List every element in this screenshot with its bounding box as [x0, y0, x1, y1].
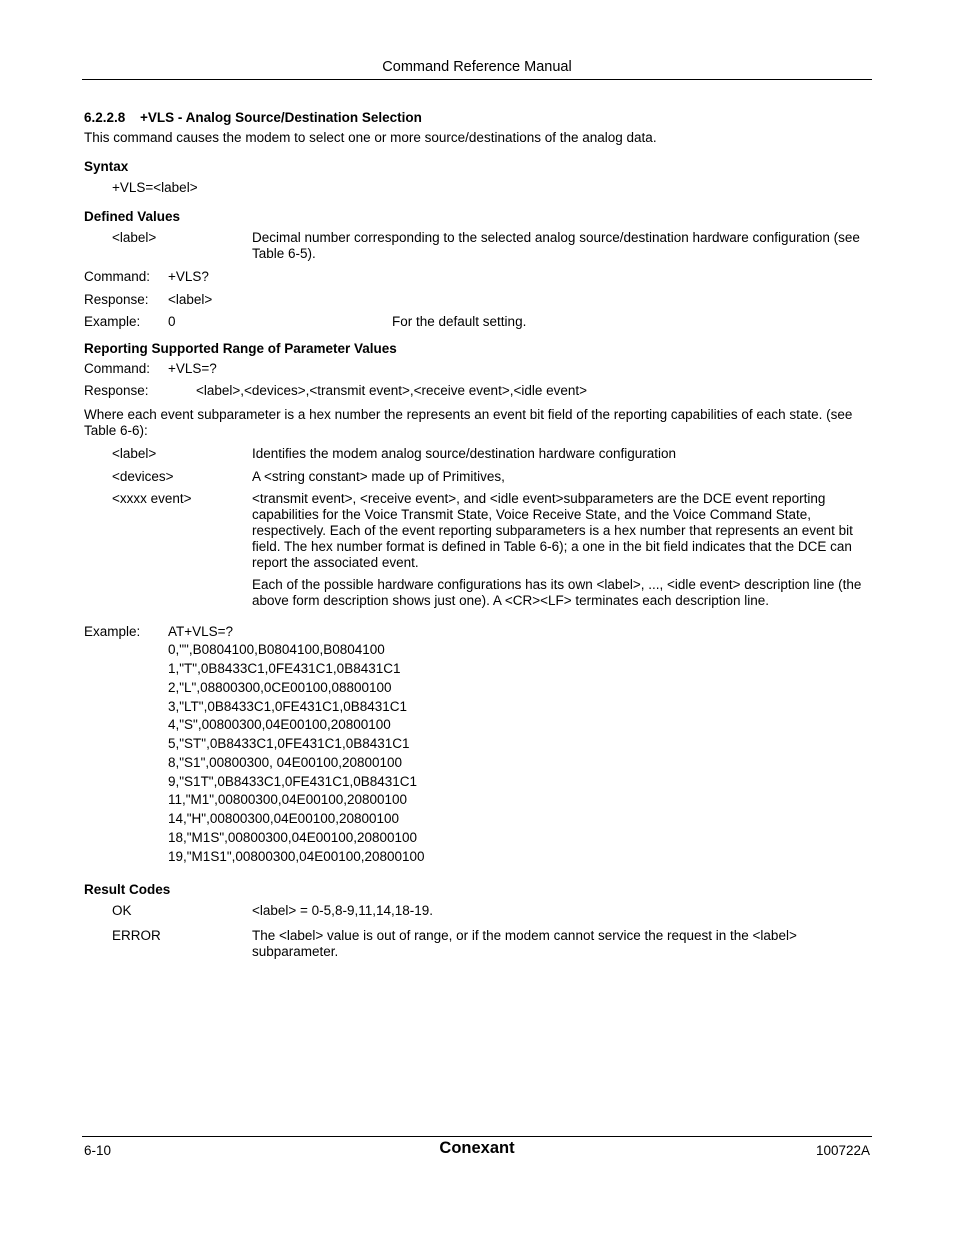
section-title: [84, 110, 422, 126]
example-line: 3,"LT",0B8433C1,0FE431C1,0B8431C1: [168, 699, 407, 714]
defined-param-label: <label>: [112, 230, 157, 245]
range-term-desc: Identifies the modem analog source/destination hardware configuration: [252, 446, 677, 461]
range-term: <devices>: [112, 469, 174, 484]
page-number: 6-10: [84, 1143, 112, 1158]
example-line: 19,"M1S1",00800300,04E00100,20800100: [168, 849, 425, 864]
defined-values-heading: Defined Values: [84, 209, 181, 224]
example-block-label: Example:: [84, 624, 141, 639]
example-line: 9,"S1T",0B8433C1,0FE431C1,0B8431C1: [168, 774, 417, 789]
example-label: Example:: [84, 314, 141, 329]
range-extra-note: Each of the possible hardware configurations has its own <label>, ..., <idle event> description line (the above form description shows just one). A <CR><LF> terminates each description line.: [252, 577, 862, 608]
result-code-desc: <label> = 0-5,8-9,11,14,18-19.: [252, 903, 434, 918]
result-code: OK: [112, 903, 132, 918]
range-command-label: Command:: [84, 361, 151, 376]
example-line: 8,"S1",00800300, 04E00100,20800100: [168, 755, 403, 770]
command-label: Command:: [84, 269, 151, 284]
example-note: For the default setting.: [392, 314, 527, 329]
range-term-desc: A <string constant> made up of Primitives,: [252, 469, 505, 484]
example-line: AT+VLS=?: [168, 624, 234, 639]
running-header: Command Reference Manual: [382, 59, 572, 75]
example-line: 18,"M1S",00800300,04E00100,20800100: [168, 830, 418, 845]
result-code: ERROR: [112, 928, 161, 943]
result-code-desc: The <label> value is out of range, or if the modem cannot service the request in the <label> subparameter.: [252, 928, 797, 959]
section-heading: +VLS - Analog Source/Destination Selection: [140, 110, 422, 125]
range-response-label: Response:: [84, 383, 149, 398]
example-line: 4,"S",00800300,04E00100,20800100: [168, 717, 391, 732]
range-term: <label>: [112, 446, 157, 461]
example-line: 14,"H",00800300,04E00100,20800100: [168, 811, 400, 826]
range-term: <xxxx event>: [112, 491, 192, 506]
example-line: 11,"M1",00800300,04E00100,20800100: [168, 792, 408, 807]
defined-param-desc: Decimal number corresponding to the selected analog source/destination hardware configuration (see Table 6-5).: [252, 230, 860, 261]
range-term-desc: <transmit event>, <receive event>, and <idle event>subparameters are the DCE event reporting capabilities for the Voice Transmit State, Voice Receive State, and the Voice Command State, respectively. Each of the event reporting subparameters is a hex number that represents an event bit field. The hex number format is defined in Table 6-6); a one in the bit field indicates that the DCE can report the associated event.: [252, 491, 853, 570]
result-codes-heading: Result Codes: [84, 882, 171, 897]
section-number: 6.2.2.8: [84, 110, 126, 125]
footer-rule: [82, 1136, 872, 1137]
range-heading: Reporting Supported Range of Parameter Values: [84, 341, 397, 356]
range-command-value: +VLS=?: [168, 361, 217, 376]
syntax-heading: Syntax: [84, 159, 129, 174]
example-line: 1,"T",0B8433C1,0FE431C1,0B8431C1: [168, 661, 401, 676]
example-line: 0,"",B0804100,B0804100,B0804100: [168, 642, 385, 657]
section-intro: This command causes the modem to select one or more source/destinations of the analog data.: [84, 130, 657, 145]
range-response-value: <label>,<devices>,<transmit event>,<receive event>,<idle event>: [196, 383, 588, 398]
example-line: 2,"L",08800300,0CE00100,08800100: [168, 680, 392, 695]
example-value: 0: [168, 314, 176, 329]
company-name: Conexant: [439, 1139, 515, 1157]
header-rule: [82, 79, 872, 80]
response-value: <label>: [168, 292, 213, 307]
document-number: 100722A: [815, 1143, 870, 1158]
command-value: +VLS?: [168, 269, 209, 284]
syntax-value: +VLS=<label>: [112, 180, 198, 195]
response-label: Response:: [84, 292, 149, 307]
range-where-text: Where each event subparameter is a hex number the represents an event bit field of the reporting capabilities of each state. (see Table 6-6):: [84, 407, 853, 438]
example-line: 5,"ST",0B8433C1,0FE431C1,0B8431C1: [168, 736, 410, 751]
